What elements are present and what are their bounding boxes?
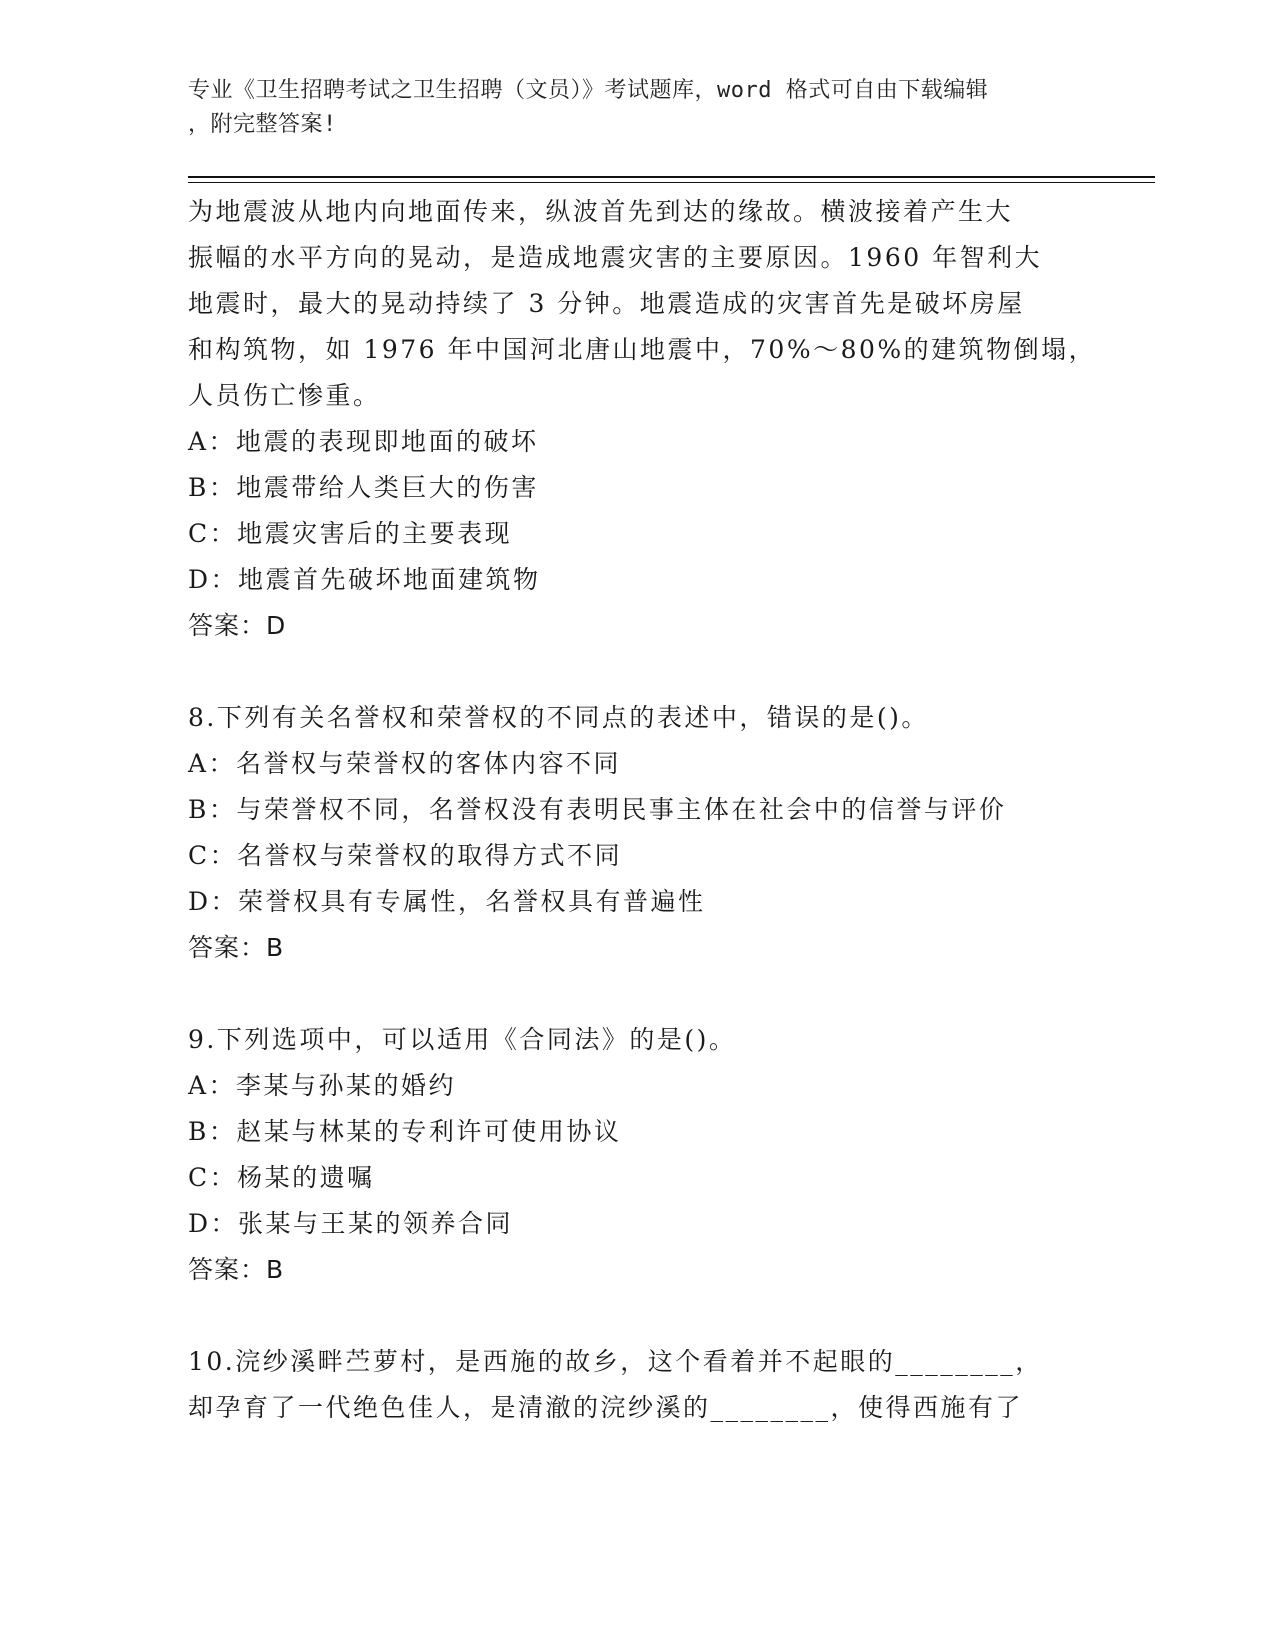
question-text-line: 振幅的水平方向的晃动，是造成地震灾害的主要原因。1960 年智利大: [188, 243, 1043, 272]
answer-label: 答案：D: [188, 611, 287, 640]
question-10: [188, 1339, 1088, 1431]
spacer: [188, 649, 1088, 695]
question-text-line: 却孕育了一代绝色佳人，是清澈的浣纱溪的________，使得西施有了: [188, 1393, 1024, 1422]
option-a: A：名誉权与荣誉权的客体内容不同: [188, 749, 622, 778]
question-8: [188, 695, 1088, 971]
question-text: 8.下列有关名誉权和荣誉权的不同点的表述中，错误的是()。: [188, 703, 929, 732]
option-a: A：地震的表现即地面的破坏: [188, 427, 539, 456]
option-b: B：地震带给人类巨大的伤害: [188, 473, 539, 502]
option-a: A：李某与孙某的婚约: [188, 1071, 457, 1100]
question-9: [188, 1017, 1088, 1293]
question-text-line: 和构筑物，如 1976 年中国河北唐山地震中，70%～80%的建筑物倒塌，: [188, 335, 1097, 364]
answer-label: 答案：B: [188, 1255, 285, 1284]
option-c: C：地震灾害后的主要表现: [188, 519, 513, 548]
answer-label: 答案：B: [188, 933, 285, 962]
question-7: [188, 189, 1097, 649]
spacer: [188, 1293, 1088, 1339]
option-c: C：杨某的遗嘱: [188, 1163, 375, 1192]
option-d: D：地震首先破坏地面建筑物: [188, 565, 541, 594]
option-d: D：张某与王某的领养合同: [188, 1209, 514, 1238]
page-header: [188, 74, 1088, 142]
question-text-line: 人员伤亡惨重。: [188, 381, 381, 410]
option-b: B：赵某与林某的专利许可使用协议: [188, 1117, 622, 1146]
option-b: B：与荣誉权不同，名誉权没有表明民事主体在社会中的信誉与评价: [188, 795, 1007, 824]
header-line-1: 专业《卫生招聘考试之卫生招聘（文员）》考试题库，word 格式可自由下载编辑: [188, 78, 989, 103]
question-text-line: 为地震波从地内向地面传来，纵波首先到达的缘故。横波接着产生大: [188, 197, 1014, 226]
option-c: C：名誉权与荣誉权的取得方式不同: [188, 841, 623, 870]
header-rule-thin: [188, 182, 1155, 183]
header-line-2: ，附完整答案!: [188, 112, 337, 137]
header-rule-thick: [188, 176, 1155, 178]
question-text-line: 10.浣纱溪畔苎萝村，是西施的故乡，这个看着并不起眼的________，: [188, 1347, 1043, 1376]
spacer: [188, 971, 1088, 1017]
document-body: [188, 189, 1097, 1431]
question-text: 9.下列选项中，可以适用《合同法》的是()。: [188, 1025, 737, 1054]
option-d: D：荣誉权具有专属性，名誉权具有普遍性: [188, 887, 706, 916]
question-text-line: 地震时，最大的晃动持续了 3 分钟。地震造成的灾害首先是破坏房屋: [188, 289, 1025, 318]
